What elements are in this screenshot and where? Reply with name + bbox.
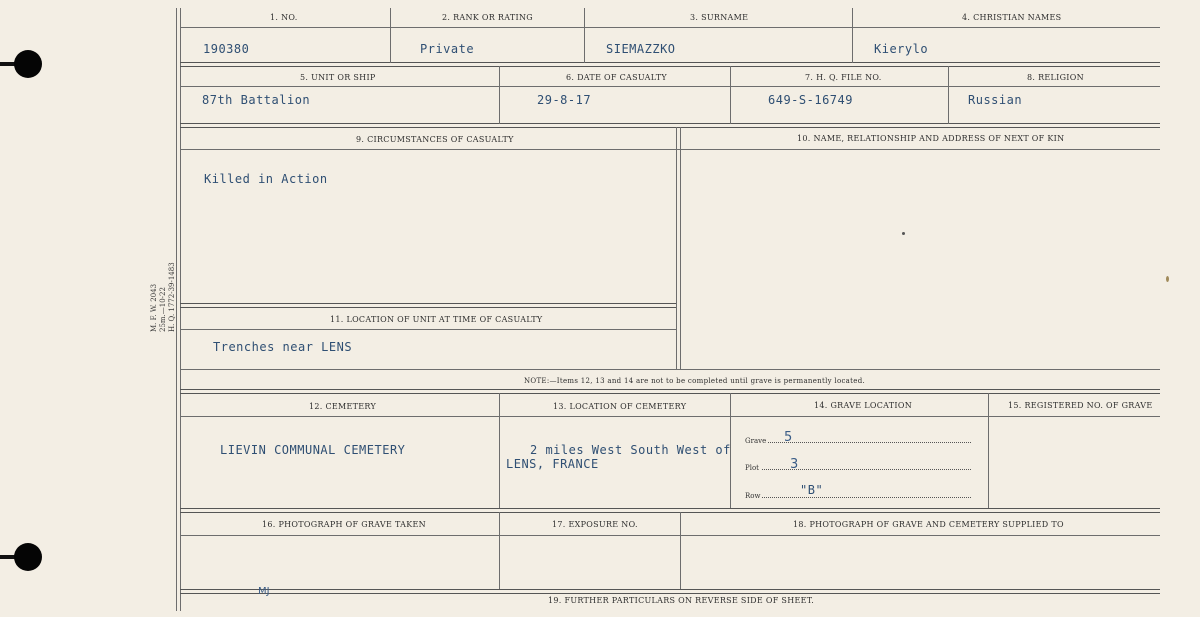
label-next-of-kin: 10. NAME, RELATIONSHIP AND ADDRESS OF NEXT OF KIN (797, 134, 1065, 143)
rule (180, 416, 1160, 417)
stain (1166, 276, 1169, 282)
divider (499, 512, 500, 590)
rule-double (180, 508, 1160, 513)
dotted-line (762, 497, 971, 498)
label-row: Row (745, 492, 761, 500)
label-photograph-taken: 16. PHOTOGRAPH OF GRAVE TAKEN (262, 520, 426, 529)
divider (730, 66, 731, 124)
label-christian-names: 4. CHRISTIAN NAMES (962, 13, 1062, 22)
label-number: 1. NO. (270, 13, 298, 22)
rule-double (180, 62, 1160, 67)
value-cemetery: LIEVIN COMMUNAL CEMETERY (220, 443, 406, 457)
divider (680, 127, 681, 369)
label-photograph-supplied: 18. PHOTOGRAPH OF GRAVE AND CEMETERY SUPPLIED TO (793, 520, 1064, 529)
initials: MJ (258, 586, 270, 597)
rule-double (180, 123, 1160, 128)
value-date: 29-8-17 (537, 93, 592, 107)
value-surname: SIEMAZZKO (606, 42, 676, 56)
label-rank: 2. RANK OR RATING (442, 13, 533, 22)
value-rank: Private (420, 42, 475, 56)
value-location-line1: 2 miles West South West of (530, 443, 731, 457)
label-plot: Plot (745, 464, 759, 472)
label-exposure-no: 17. EXPOSURE NO. (552, 520, 638, 529)
label-registered-no: 15. REGISTERED NO. OF GRAVE (1008, 401, 1153, 410)
divider (948, 66, 949, 124)
rule (180, 329, 676, 330)
label-unit: 5. UNIT OR SHIP (300, 73, 376, 82)
divider (988, 393, 989, 509)
rule (180, 27, 1160, 28)
dotted-line (768, 442, 971, 443)
value-row: "B" (800, 483, 824, 497)
divider (676, 127, 677, 369)
label-date: 6. DATE OF CASUALTY (566, 73, 667, 82)
value-location-line2: LENS, FRANCE (506, 457, 599, 471)
rule (180, 369, 1160, 370)
label-location-of-cemetery: 13. LOCATION OF CEMETERY (553, 402, 687, 411)
value-unit: 87th Battalion (202, 93, 311, 107)
value-religion: Russian (968, 93, 1023, 107)
form-code-line: M. F. W. 2043 (150, 283, 158, 332)
value-location-of-unit: Trenches near LENS (213, 340, 353, 354)
label-religion: 8. RELIGION (1027, 73, 1084, 82)
rule (180, 149, 1160, 150)
label-circumstances: 9. CIRCUMSTANCES OF CASUALTY (356, 135, 514, 144)
divider (584, 8, 585, 63)
form-code (150, 262, 177, 332)
ink-mark (902, 232, 905, 235)
label-location-of-unit: 11. LOCATION OF UNIT AT TIME OF CASUALTY (330, 315, 543, 324)
label-grave-location: 14. GRAVE LOCATION (814, 401, 913, 410)
punch-hole-top (14, 50, 42, 78)
value-plot: 3 (790, 457, 799, 472)
footer-note: 19. FURTHER PARTICULARS ON REVERSE SIDE OF SHEET. (548, 596, 815, 605)
value-grave: 5 (784, 430, 793, 445)
divider (390, 8, 391, 63)
divider (680, 512, 681, 590)
divider (499, 66, 500, 124)
punch-hole-bottom (14, 543, 42, 571)
note: NOTE:—Items 12, 13 and 14 are not to be completed until grave is permanently located. (524, 377, 866, 385)
rule (180, 535, 1160, 536)
label-grave: Grave (745, 437, 767, 445)
divider (499, 393, 500, 509)
value-circumstances: Killed in Action (204, 172, 328, 186)
label-cemetery: 12. CEMETERY (309, 402, 377, 411)
rule-double (180, 303, 676, 308)
divider (852, 8, 853, 63)
rule-double (180, 389, 1160, 394)
label-file-no: 7. H. Q. FILE NO. (805, 73, 882, 82)
rule (180, 86, 1160, 87)
value-christian-names: Kierylo (874, 42, 929, 56)
label-surname: 3. SURNAME (690, 13, 749, 22)
left-border-inner (180, 8, 181, 611)
form-code-line: 25m.—10-22 (159, 287, 167, 332)
left-border (176, 8, 177, 611)
form-code-line: H. Q. 1772-39-1483 (168, 262, 176, 332)
value-number: 190380 (203, 42, 250, 56)
value-file-no: 649-S-16749 (768, 93, 853, 107)
rule-double (180, 589, 1160, 594)
